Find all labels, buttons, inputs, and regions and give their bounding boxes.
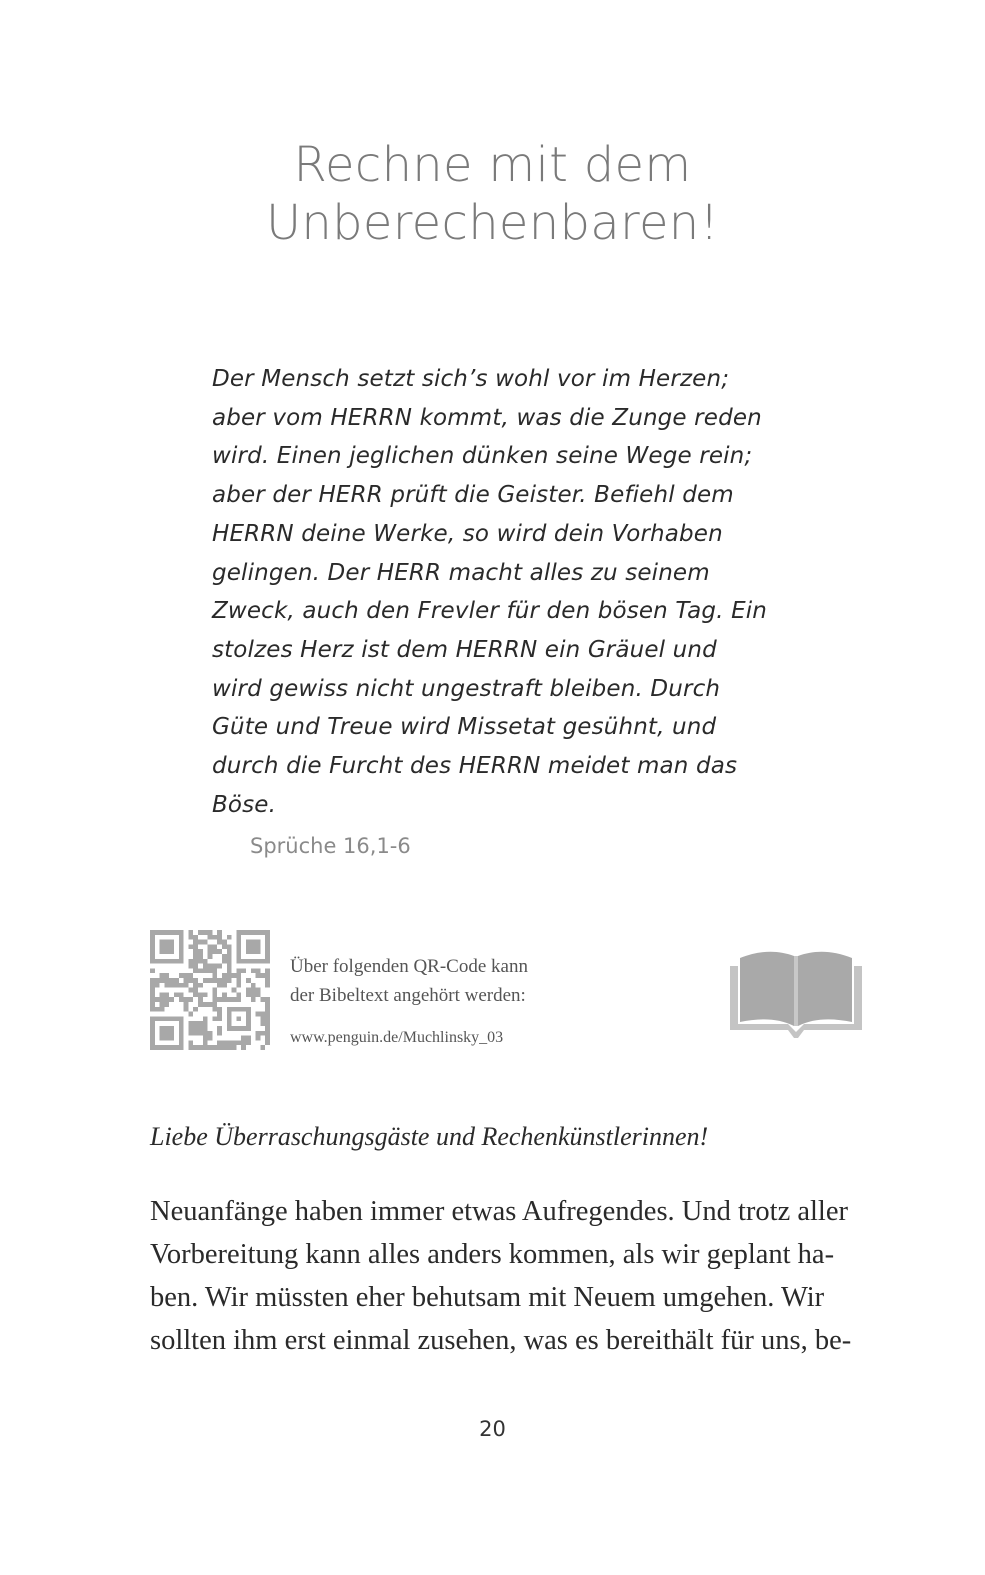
audio-hint-line: Über folgenden QR-Code kann [290, 956, 528, 977]
quote-line: HERRN deine Werke, so wird dein Vorhaben [212, 520, 723, 547]
body-line: sollten ihm erst einmal zusehen, was es bereithält für uns, be- [150, 1325, 852, 1356]
body-paragraph [150, 1190, 870, 1362]
body-line: Neuanfänge haben immer etwas Aufregendes. Und trotz aller [150, 1196, 848, 1227]
bible-reference: Sprüche 16,1-6 [250, 834, 411, 858]
audio-hint [290, 952, 528, 1010]
qr-code-icon[interactable] [150, 930, 270, 1050]
quote-line: aber der HERR prüft die Geister. Befiehl dem [212, 482, 734, 509]
bible-quote [212, 360, 822, 824]
quote-line: durch die Furcht des HERRN meidet man das [212, 753, 738, 780]
quote-line: wird. Einen jeglichen dünken seine Wege rein; [212, 443, 753, 470]
chapter-title [0, 136, 985, 252]
audio-hint-line: der Bibeltext angehört werden: [290, 985, 526, 1006]
audio-url-link[interactable]: www.penguin.de/Muchlinsky_03 [290, 1029, 504, 1046]
quote-line: gelingen. Der HERR macht alles zu seinem [212, 559, 710, 586]
quote-line: Der Mensch setzt sich’s wohl vor im Herzen; [212, 366, 730, 392]
chapter-title-line: Unberechenbaren! [265, 195, 720, 251]
quote-line: Güte und Treue wird Missetat gesühnt, und [212, 714, 717, 741]
quote-line: Böse. [212, 791, 277, 818]
page-number: 20 [479, 1417, 506, 1441]
body-line: ben. Wir müssten eher behutsam mit Neuem umgehen. Wir [150, 1282, 825, 1313]
quote-line: Zweck, auch den Frevler für den bösen Tag. Ein [212, 598, 768, 625]
quote-line: stolzes Herz ist dem HERRN ein Gräuel und [212, 636, 717, 663]
letter-salutation: Liebe Überraschungsgäste und Rechenkünstlerinnen! [150, 1122, 709, 1151]
body-line: Vorbereitung kann alles anders kommen, als wir geplant ha- [150, 1239, 835, 1270]
chapter-title-line: Rechne mit dem [293, 137, 692, 193]
quote-line: wird gewiss nicht ungestraft bleiben. Durch [212, 675, 721, 702]
quote-line: aber vom HERRN kommt, was die Zunge reden [212, 404, 762, 431]
open-book-icon [726, 944, 866, 1040]
